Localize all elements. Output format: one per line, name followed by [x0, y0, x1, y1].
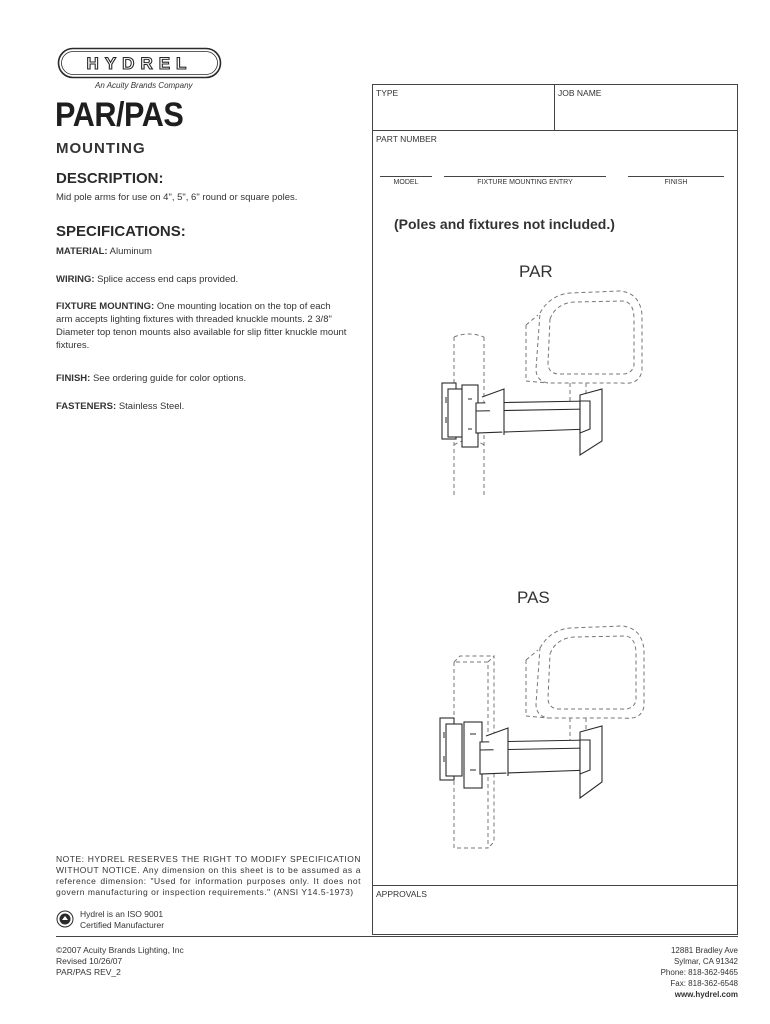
- spec-wiring-value: Splice access end caps provided.: [97, 274, 239, 285]
- hydrel-logo: [57, 47, 222, 79]
- iso-line-1: Hydrel is an ISO 9001: [80, 909, 164, 919]
- approvals-field-label: APPROVALS: [376, 889, 427, 899]
- tagline: An Acuity Brands Company: [95, 81, 193, 90]
- footer-left: [56, 945, 184, 978]
- footer-right: [661, 945, 738, 1000]
- page-subtitle: MOUNTING: [56, 140, 146, 157]
- copyright: ©2007 Acuity Brands Lighting, Inc: [56, 945, 184, 955]
- model-entry-line: [380, 176, 432, 177]
- phone-number: Phone: 818-362-9465: [660, 968, 738, 977]
- poles-not-included-note: (Poles and fixtures not included.): [394, 216, 615, 232]
- model-entry-label: MODEL: [393, 179, 419, 186]
- spec-fixture-mounting: [56, 300, 361, 352]
- address-street: 12881 Bradley Ave: [670, 946, 738, 955]
- finish-entry-label: FINISH: [664, 179, 688, 186]
- specification-note: NOTE: HYDREL RESERVES THE RIGHT TO MODIFY SPECIFICATION WITHOUT NOTICE. Any dimension on this sheet is to be assumed as a reference dimension: "Used for information purposes only. It does not govern manufacturing or inspection requirements." (ANSI Y14.5-1973): [56, 854, 361, 897]
- spec-finish-label: FINISH:: [56, 373, 91, 384]
- spec-fixture-line4: fixtures.: [56, 340, 90, 351]
- spec-finish-value: See ordering guide for color options.: [92, 373, 247, 384]
- fax-number: Fax: 818-362-6548: [670, 979, 738, 988]
- finish-entry-line: [628, 176, 724, 177]
- par-label: PAR: [519, 262, 553, 281]
- spec-material-value: Aluminum: [109, 246, 152, 257]
- job-name-field-label: JOB NAME: [558, 88, 602, 98]
- iso-badge-icon: [56, 910, 74, 933]
- spec-fasteners-label: FASTENERS:: [56, 401, 117, 412]
- type-field-label: TYPE: [376, 88, 399, 98]
- spec-wiring: [56, 273, 238, 286]
- iso-statement: [80, 909, 164, 931]
- revision-date: Revised 10/26/07: [56, 956, 123, 966]
- website-link[interactable]: www.hydrel.com: [674, 990, 738, 999]
- document-revision: PAR/PAS REV_2: [56, 967, 121, 977]
- fixture-mounting-entry-label: FIXTURE MOUNTING ENTRY: [477, 179, 573, 186]
- page-title: PAR/PAS: [55, 96, 184, 134]
- spec-finish: [56, 372, 246, 385]
- fixture-mounting-entry-line: [444, 176, 606, 177]
- spec-fixture-line2: arm accepts lighting fixtures with threaded knuckle mounts. 2 3/8": [56, 314, 332, 325]
- pas-label: PAS: [517, 588, 550, 607]
- pas-arm-drawing: [430, 612, 665, 857]
- approvals-divider: [372, 885, 738, 886]
- iso-line-2: Certified Manufacturer: [80, 920, 165, 930]
- part-number-field-label: PART NUMBER: [376, 134, 437, 144]
- spec-wiring-label: WIRING:: [56, 274, 95, 285]
- spec-fasteners-value: Stainless Steel.: [118, 401, 185, 412]
- spec-material-label: MATERIAL:: [56, 246, 108, 257]
- par-arm-drawing: [430, 285, 665, 505]
- spec-fixture-line3: Diameter top tenon mounts also available for slip fitter knuckle mount: [56, 327, 347, 338]
- spec-fixture-value: One mounting location on the top of each: [156, 301, 331, 312]
- spec-fasteners: [56, 400, 184, 413]
- specifications-heading: SPECIFICATIONS:: [56, 223, 186, 240]
- spec-material: [56, 245, 152, 258]
- description-heading: DESCRIPTION:: [56, 170, 164, 187]
- form-divider: [372, 130, 738, 131]
- logo-text: HYDREL: [86, 54, 193, 73]
- spec-fixture-label: FIXTURE MOUNTING:: [56, 301, 155, 312]
- form-column-divider: [554, 84, 555, 131]
- description-text: Mid pole arms for use on 4", 5", 6" round or square poles.: [56, 192, 298, 203]
- address-city: Sylmar, CA 91342: [673, 957, 738, 966]
- footer-divider: [56, 936, 738, 937]
